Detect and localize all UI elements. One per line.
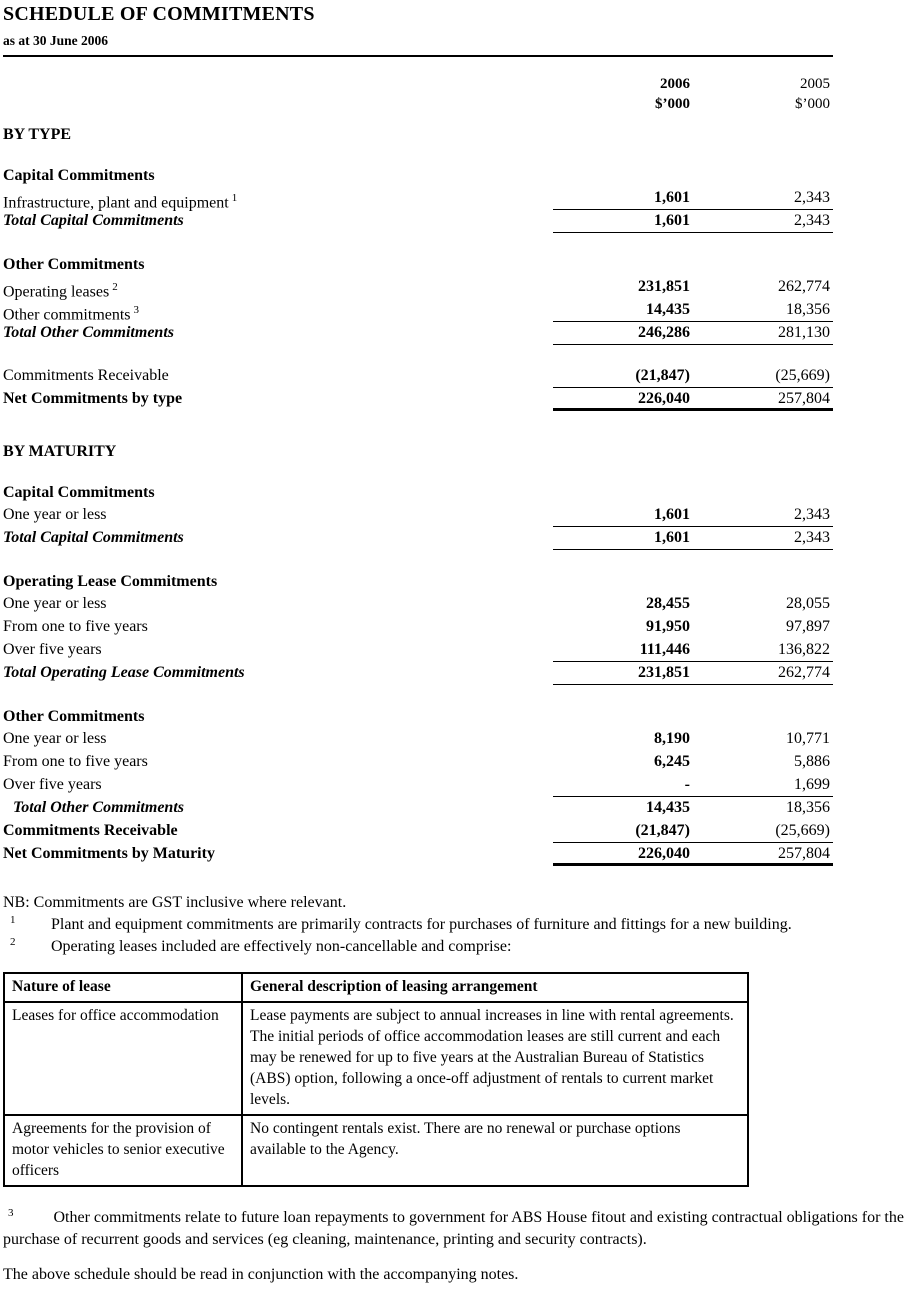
statement-row: [3, 388, 833, 411]
row-values: [553, 797, 833, 820]
statement-row: [3, 774, 833, 797]
statement-block: [3, 253, 833, 345]
statement-sections: [3, 126, 833, 866]
statement-row: [3, 187, 833, 210]
row-label: [3, 820, 553, 843]
statement-row: [3, 616, 833, 639]
footnote-3-marker: 3: [8, 1207, 14, 1219]
lease-table-header-row: [4, 973, 748, 1002]
notes-section: [3, 892, 905, 957]
statement-row: [3, 365, 833, 388]
row-values: [553, 843, 833, 866]
statement-block: [3, 164, 833, 233]
value-2005: (25,669): [775, 822, 830, 839]
lease-table-row: [4, 1002, 748, 1115]
block-subheading: Operating Lease Commitments: [3, 573, 218, 590]
page-subtitle: as at 30 June 2006: [3, 33, 109, 48]
row-values: [553, 616, 833, 639]
row-label: [3, 504, 553, 527]
row-values: [553, 504, 833, 527]
block-subheading: Other Commitments: [3, 708, 145, 725]
statement-row: [3, 299, 833, 322]
value-2006: 28,455: [646, 595, 690, 612]
statement-row: [3, 662, 833, 685]
row-label: [3, 751, 553, 774]
row-label-text: Net Commitments by Maturity: [3, 845, 215, 862]
row-values: [553, 187, 833, 210]
row-values: [553, 276, 833, 299]
row-values: [553, 527, 833, 550]
value-2006: (21,847): [635, 822, 690, 839]
row-label-text: From one to five years: [3, 618, 148, 635]
statement-block: [3, 570, 833, 685]
lease-nature-cell: Agreements for the provision of motor vehicles to senior executive officers: [4, 1115, 242, 1186]
footnote-ref-marker: 3: [133, 304, 140, 316]
column-header-2006: [553, 74, 693, 114]
row-label: [3, 797, 553, 820]
row-label: [3, 187, 553, 210]
footnote: [3, 936, 905, 957]
row-label: [3, 527, 553, 550]
header-rule: [3, 55, 833, 57]
statement-block: [3, 365, 833, 411]
row-values: [553, 639, 833, 662]
value-2005: 97,897: [786, 618, 830, 635]
footnote-ref-marker: 1: [231, 192, 238, 204]
row-label-text: Operating leases: [3, 283, 110, 301]
row-label-text: Total Capital Commitments: [3, 529, 184, 546]
unit-2005: $’000: [795, 96, 830, 112]
row-label-text: One year or less: [3, 595, 107, 612]
row-label-text: Over five years: [3, 641, 102, 658]
year-2006: 2006: [660, 76, 690, 92]
statement-section: [3, 126, 833, 411]
statement-row: [3, 843, 833, 866]
block-subheading: Other Commitments: [3, 256, 145, 273]
row-label-text: Commitments Receivable: [3, 822, 178, 839]
statement-row: [3, 797, 833, 820]
column-header-2005: [693, 74, 833, 114]
value-2005: 28,055: [786, 595, 830, 612]
value-2005: 2,343: [794, 189, 830, 206]
row-label-text: Over five years: [3, 776, 102, 793]
lease-header-description: General description of leasing arrangement: [242, 973, 748, 1002]
year-2005: 2005: [800, 76, 830, 92]
footnote-marker: 1: [10, 914, 16, 926]
footnote-3: [3, 1202, 905, 1251]
footnote-3-text: Other commitments relate to future loan repayments to government for ABS House fitout and existing contractual obligations for the purchase of recurrent goods and services (eg cleaning, maintenance, printing and security contracts).: [3, 1209, 904, 1249]
nb-note: NB: Commitments are GST inclusive where relevant.: [3, 894, 347, 911]
row-values: [553, 820, 833, 843]
statement-row: [3, 593, 833, 616]
value-2005: 2,343: [794, 529, 830, 546]
value-2005: 18,356: [786, 301, 830, 318]
value-2005: 2,343: [794, 506, 830, 523]
row-label: [3, 388, 553, 411]
lease-description-cell: Lease payments are subject to annual increases in line with rental agreements. The initial periods of office accommodation leases are still current and each may be renewed for up to five years at the Australian Bureau of Statistics (ABS) option, following a once-off adjustment of rentals to current market levels.: [242, 1002, 748, 1115]
row-label: [3, 210, 553, 233]
row-label: [3, 322, 553, 345]
value-2006: -: [684, 776, 690, 793]
value-2005: 2,343: [794, 212, 830, 229]
row-label-text: Total Capital Commitments: [3, 212, 184, 229]
statement-row: [3, 728, 833, 751]
value-2006: 226,040: [638, 845, 690, 862]
footnote-marker: 2: [10, 936, 16, 948]
row-values: [553, 322, 833, 345]
footnote: [3, 914, 905, 935]
statement-row: [3, 276, 833, 299]
column-headers: [3, 74, 833, 114]
row-label-text: Total Operating Lease Commitments: [3, 664, 245, 681]
row-label-text: One year or less: [3, 730, 107, 747]
statement-row: [3, 751, 833, 774]
row-values: [553, 751, 833, 774]
block-subheading: Capital Commitments: [3, 484, 155, 501]
value-2006: 111,446: [639, 641, 690, 658]
footnotes-list: [3, 914, 905, 957]
lease-header-nature: Nature of lease: [4, 973, 242, 1002]
statement-row: [3, 527, 833, 550]
row-label-text: From one to five years: [3, 753, 148, 770]
row-label: [3, 843, 553, 866]
statement-section: [3, 443, 833, 866]
value-2006: 1,601: [654, 506, 690, 523]
section-heading: BY TYPE: [3, 126, 72, 143]
row-values: [553, 728, 833, 751]
lease-table-row: [4, 1115, 748, 1186]
row-label: [3, 593, 553, 616]
value-2006: 226,040: [638, 390, 690, 407]
value-2006: 231,851: [638, 278, 690, 295]
section-heading: BY MATURITY: [3, 443, 117, 460]
row-label: [3, 728, 553, 751]
row-label-text: One year or less: [3, 506, 107, 523]
footnote-text: Operating leases included are effectively non-cancellable and comprise:: [51, 938, 512, 955]
block-subheading: Capital Commitments: [3, 167, 155, 184]
column-header-values: [553, 74, 833, 114]
value-2006: 1,601: [654, 529, 690, 546]
statement-row: [3, 639, 833, 662]
value-2005: 136,822: [778, 641, 830, 658]
value-2006: 246,286: [638, 324, 690, 341]
footnote-text: Plant and equipment commitments are primarily contracts for purchases of furniture and fittings for a new building.: [51, 916, 792, 933]
row-label-text: Net Commitments by type: [3, 390, 183, 407]
value-2005: 262,774: [778, 278, 830, 295]
value-2005: (25,669): [775, 367, 830, 384]
row-values: [553, 593, 833, 616]
value-2006: 231,851: [638, 664, 690, 681]
commitments-statement: [3, 74, 833, 866]
lease-description-cell: No contingent rentals exist. There are no renewal or purchase options available to the Agency.: [242, 1115, 748, 1186]
row-label-text: Total Other Commitments: [3, 324, 174, 341]
row-values: [553, 774, 833, 797]
value-2005: 262,774: [778, 664, 830, 681]
row-values: [553, 662, 833, 685]
lease-table-head: [4, 973, 748, 1002]
value-2005: 10,771: [786, 730, 830, 747]
value-2006: (21,847): [635, 367, 690, 384]
value-2006: 91,950: [646, 618, 690, 635]
row-label: [3, 639, 553, 662]
value-2006: 14,435: [646, 301, 690, 318]
lease-table-body: [4, 1002, 748, 1186]
row-values: [553, 210, 833, 233]
value-2006: 6,245: [654, 753, 690, 770]
statement-block: [3, 705, 833, 866]
row-values: [553, 388, 833, 411]
value-2005: 257,804: [778, 845, 830, 862]
statement-row: [3, 210, 833, 233]
row-label: [3, 365, 553, 388]
footnote-ref-marker: 2: [112, 281, 118, 293]
value-2005: 5,886: [794, 753, 830, 770]
row-label: [3, 616, 553, 639]
lease-arrangements-table: [3, 972, 749, 1187]
value-2005: 1,699: [794, 776, 830, 793]
statement-block: [3, 481, 833, 550]
unit-2006: $’000: [655, 96, 690, 112]
value-2005: 257,804: [778, 390, 830, 407]
value-2006: 14,435: [646, 799, 690, 816]
value-2006: 1,601: [654, 189, 690, 206]
page-title: SCHEDULE OF COMMITMENTS: [3, 3, 315, 25]
row-label: [3, 662, 553, 685]
value-2006: 8,190: [654, 730, 690, 747]
row-label: [3, 276, 553, 299]
row-label-text: Infrastructure, plant and equipment: [3, 194, 229, 212]
lease-nature-cell: Leases for office accommodation: [4, 1002, 242, 1115]
row-label-text: Total Other Commitments: [13, 799, 184, 816]
row-values: [553, 365, 833, 388]
value-2006: 1,601: [654, 212, 690, 229]
statement-row: [3, 322, 833, 345]
row-label-text: Commitments Receivable: [3, 367, 169, 384]
row-label: [3, 299, 553, 322]
row-values: [553, 299, 833, 322]
statement-row: [3, 820, 833, 843]
value-2005: 281,130: [778, 324, 830, 341]
statement-row: [3, 504, 833, 527]
column-header-spacer: [3, 74, 553, 114]
value-2005: 18,356: [786, 799, 830, 816]
closing-note: The above schedule should be read in conjunction with the accompanying notes.: [3, 1266, 519, 1284]
row-label-text: Other commitments: [3, 306, 131, 324]
row-label: [3, 774, 553, 797]
